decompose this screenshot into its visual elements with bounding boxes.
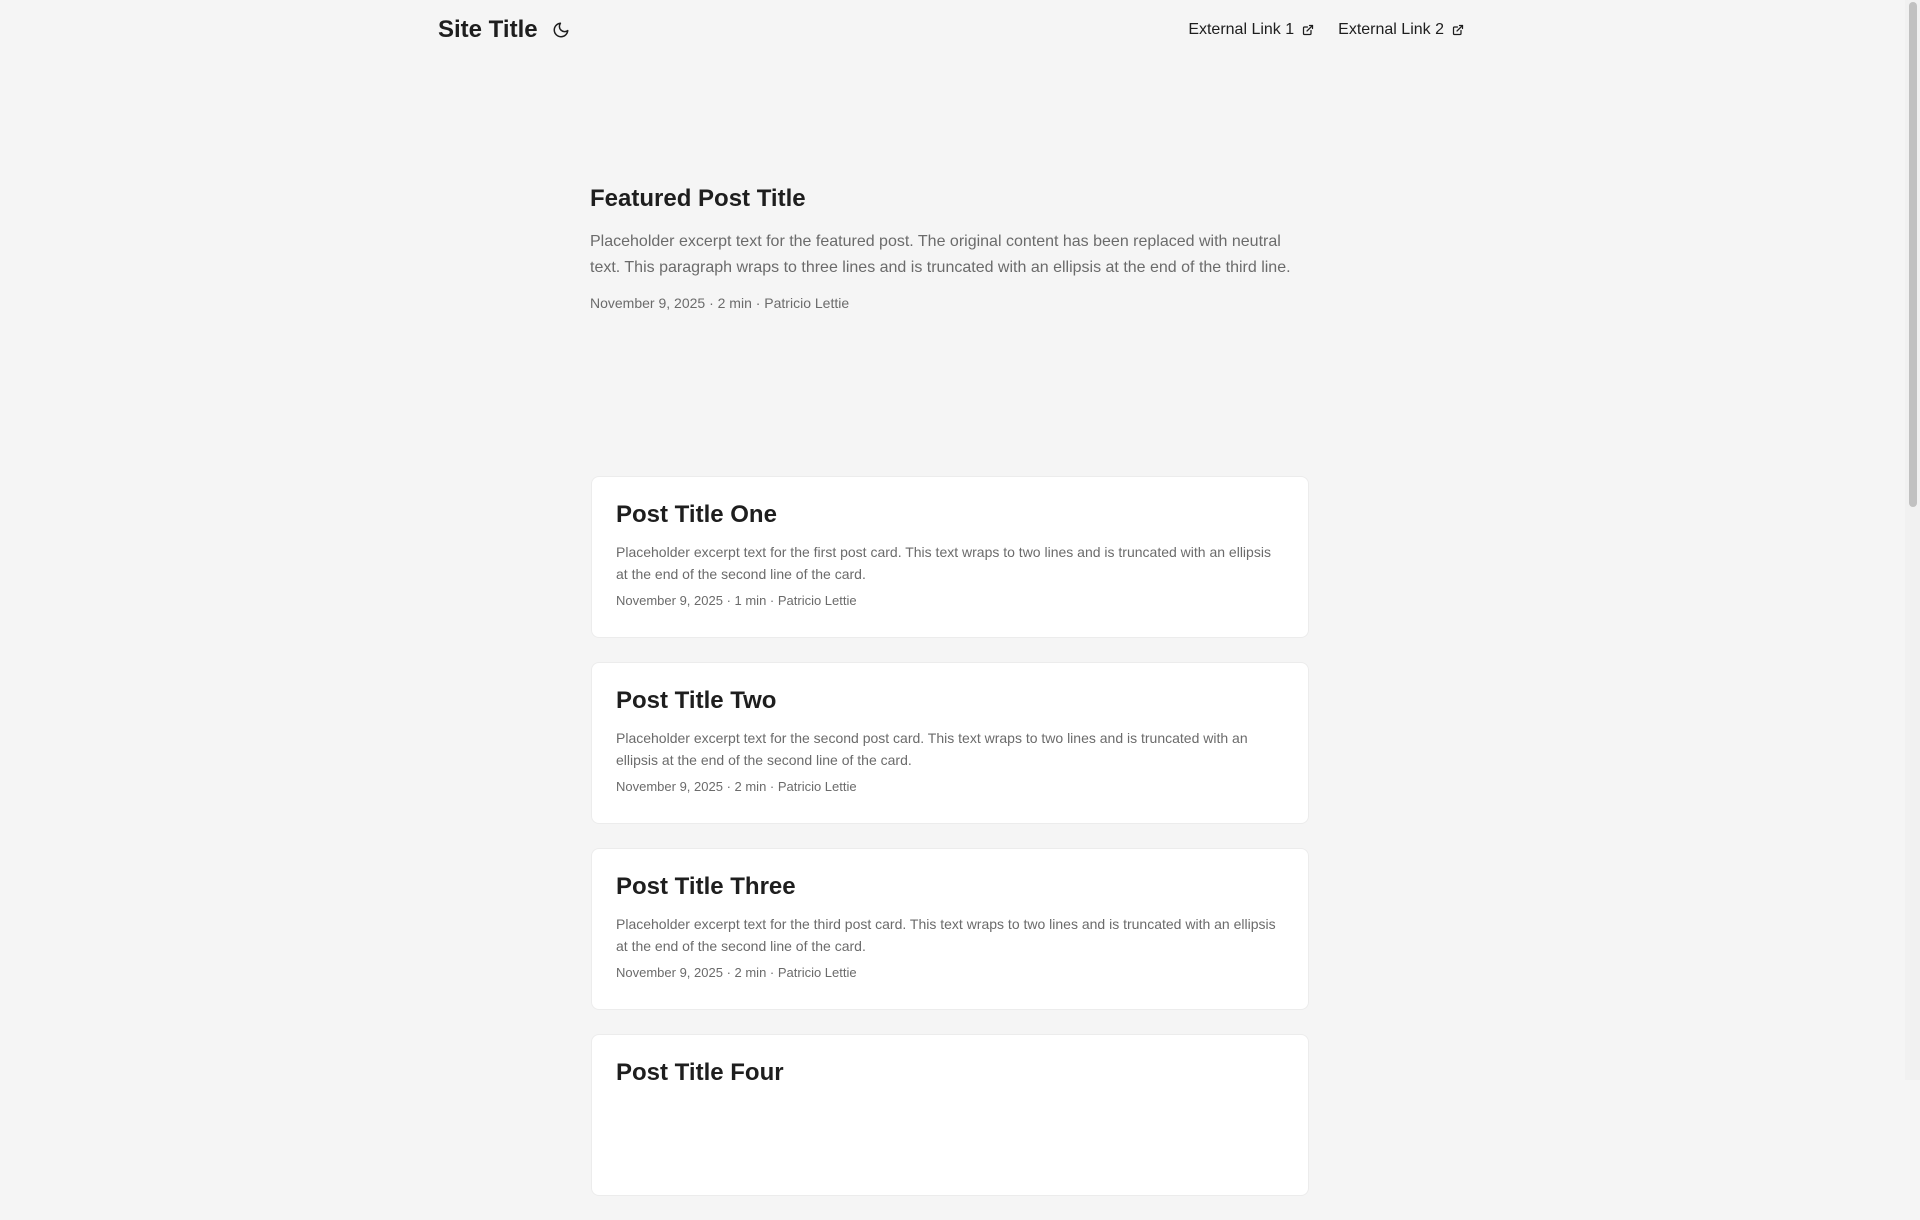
post-title: Post Title Two <box>616 687 777 714</box>
scrollbar-thumb[interactable] <box>1909 2 1917 507</box>
post-excerpt: Placeholder excerpt text for the first post card. This text wraps to two lines and is truncated with an ellipsis at the end of the second line of the card. <box>616 544 1271 582</box>
post-card[interactable] <box>591 476 1309 638</box>
menu-link-2[interactable] <box>1338 21 1464 39</box>
featured-post-meta: November 9, 2025 · 2 min · Patricio Lettie <box>590 295 850 311</box>
post-meta: November 9, 2025 · 2 min · Patricio Lettie <box>616 779 857 794</box>
external-link-icon <box>1302 24 1314 36</box>
featured-post[interactable] <box>590 185 1310 311</box>
post-meta: November 9, 2025 · 1 min · Patricio Lettie <box>616 593 857 608</box>
post-meta: November 9, 2025 · 2 min · Patricio Lettie <box>616 965 857 980</box>
menu-link-label: External Link 2 <box>1338 21 1444 38</box>
page-scrollbar[interactable] <box>1905 0 1920 1080</box>
logo-group <box>438 16 570 44</box>
post-card[interactable] <box>591 662 1309 824</box>
moon-icon[interactable] <box>552 21 570 39</box>
site-header <box>438 0 1464 60</box>
post-card[interactable] <box>591 1034 1309 1196</box>
menu-link-1[interactable] <box>1188 21 1314 39</box>
header-menu <box>1188 21 1464 39</box>
post-excerpt: Placeholder excerpt text for the second post card. This text wraps to two lines and is truncated with an ellipsis at the end of the second line of the card. <box>616 730 1248 768</box>
post-title: Post Title Three <box>616 873 796 900</box>
post-card[interactable] <box>591 848 1309 1010</box>
post-title: Post Title One <box>616 501 777 528</box>
post-list <box>591 476 1309 1220</box>
post-excerpt: Placeholder excerpt text for the third post card. This text wraps to two lines and is truncated with an ellipsis at the end of the second line of the card. <box>616 916 1276 954</box>
post-title: Post Title Four <box>616 1059 784 1086</box>
featured-post-title: Featured Post Title <box>590 185 806 212</box>
menu-link-label: External Link 1 <box>1188 21 1295 38</box>
external-link-icon <box>1452 24 1464 36</box>
site-logo-link[interactable]: Site Title <box>438 16 538 43</box>
featured-post-excerpt: Placeholder excerpt text for the featured post. The original content has been replaced with neutral text. This paragraph wraps to three lines and is truncated with an ellipsis at the end of the third line. <box>590 233 1291 276</box>
